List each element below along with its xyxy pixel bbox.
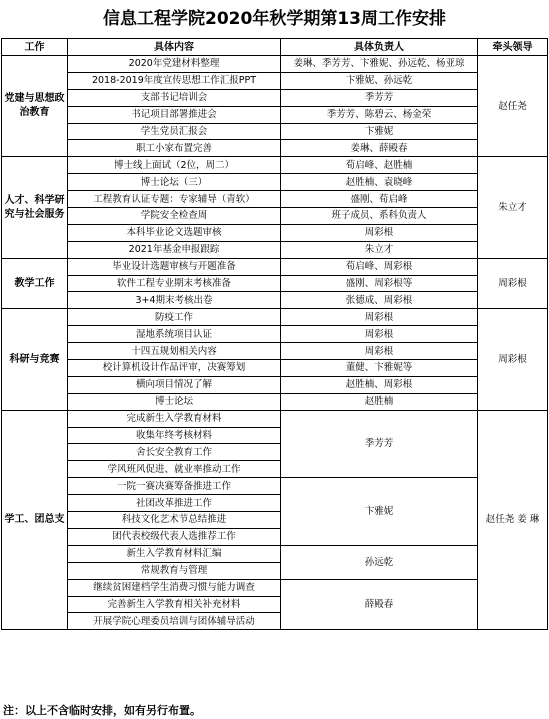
section-leader: 赵任尧 姜 琳 <box>478 410 548 630</box>
table-row <box>2 191 548 208</box>
task-content: 学院安全检查周 <box>68 208 281 225</box>
task-content: 校计算机设计作品评审，决赛筹划 <box>68 360 281 377</box>
page-title: 信息工程学院2020年秋学期第13周工作安排 <box>103 9 446 29</box>
task-person: 周彩根 <box>281 224 478 241</box>
task-content: 博士线上面试（2位，周二） <box>68 157 281 174</box>
task-content: 3+4期末考核出卷 <box>68 292 281 309</box>
task-person: 周彩根 <box>281 309 478 326</box>
task-content: 社团改革推进工作 <box>68 495 281 512</box>
table-row <box>2 106 548 123</box>
task-person: 班子成员、系科负责人 <box>281 208 478 225</box>
task-content: 支部书记培训会 <box>68 89 281 106</box>
table-row <box>2 241 548 258</box>
task-person: 孙远乾 <box>281 545 478 579</box>
section-leader: 赵任尧 <box>478 56 548 157</box>
task-person: 周彩根 <box>281 343 478 360</box>
task-person: 荀启峰、周彩根 <box>281 258 478 275</box>
task-content: 舍长安全教育工作 <box>68 444 281 461</box>
section-category: 学工、团总支 <box>2 410 68 630</box>
task-person: 周彩根 <box>281 326 478 343</box>
header-work: 工作 <box>2 39 68 56</box>
schedule-table <box>1 38 548 630</box>
task-content: 科技文化艺术节总结推进 <box>68 512 281 529</box>
task-person: 薛殿春 <box>281 579 478 630</box>
table-row <box>2 123 548 140</box>
task-content: 毕业设计选题审核与开题准备 <box>68 258 281 275</box>
table-row <box>2 72 548 89</box>
table-row <box>2 224 548 241</box>
table-row <box>2 157 548 174</box>
header-content: 具体内容 <box>68 39 281 56</box>
task-person: 盛刚、荀启峰 <box>281 191 478 208</box>
task-content: 一院一赛决赛筹备推进工作 <box>68 478 281 495</box>
table-row <box>2 360 548 377</box>
task-person: 季芳芳 <box>281 89 478 106</box>
task-person: 卞雅妮、孙远乾 <box>281 72 478 89</box>
task-content: 团代表校级代表人选推荐工作 <box>68 528 281 545</box>
table-row <box>2 393 548 410</box>
task-content: 博士论坛（三） <box>68 174 281 191</box>
section-category: 人才、科学研究与社会服务 <box>2 157 68 258</box>
task-person: 张德成、周彩根 <box>281 292 478 309</box>
task-content: 继续贫困建档学生消费习惯与能力调查 <box>68 579 281 596</box>
task-content: 湿地系统项目认证 <box>68 326 281 343</box>
table-row <box>2 292 548 309</box>
task-content: 十四五规划相关内容 <box>68 343 281 360</box>
task-person: 赵胜楠 <box>281 393 478 410</box>
task-person: 盛刚、周彩根等 <box>281 275 478 292</box>
task-content: 防疫工作 <box>68 309 281 326</box>
table-row <box>2 56 548 73</box>
section-category: 党建与思想政治教育 <box>2 56 68 157</box>
task-content: 2021年基金申报跟踪 <box>68 241 281 258</box>
section-category: 科研与竞赛 <box>2 309 68 410</box>
footnote: 注：以上不含临时安排，如有另行布置。 <box>3 704 201 717</box>
table-header-row <box>2 39 548 56</box>
table-row <box>2 309 548 326</box>
section-leader: 周彩根 <box>478 309 548 410</box>
table-row <box>2 174 548 191</box>
task-content: 学生党员汇报会 <box>68 123 281 140</box>
task-content: 学风班风促进、就业率推动工作 <box>68 461 281 478</box>
table-row <box>2 326 548 343</box>
task-content: 本科毕业论文选题审核 <box>68 224 281 241</box>
task-person: 董健、卞雅妮等 <box>281 360 478 377</box>
task-content: 横向项目情况了解 <box>68 376 281 393</box>
task-content: 2018-2019年度宣传思想工作汇报PPT <box>68 72 281 89</box>
table-row <box>2 410 548 427</box>
table-row <box>2 258 548 275</box>
table-row <box>2 545 548 562</box>
task-content: 2020年党建材料整理 <box>68 56 281 73</box>
table-row <box>2 275 548 292</box>
task-content: 书记项目部署推进会 <box>68 106 281 123</box>
section-category: 教学工作 <box>2 258 68 309</box>
task-person: 季芳芳 <box>281 410 478 478</box>
task-content: 常规教育与管理 <box>68 562 281 579</box>
task-person: 赵胜楠、袁晓峰 <box>281 174 478 191</box>
task-content: 收集年终考核材料 <box>68 427 281 444</box>
task-person: 荀启峰、赵胜楠 <box>281 157 478 174</box>
table-row <box>2 579 548 596</box>
task-person: 季芳芳、陈碧云、杨金荣 <box>281 106 478 123</box>
task-content: 职工小家布置完善 <box>68 140 281 157</box>
task-person: 卞雅妮 <box>281 478 478 546</box>
table-row <box>2 343 548 360</box>
task-content: 完成新生入学教育材料 <box>68 410 281 427</box>
task-content: 工程教育认证专题：专家辅导（青软） <box>68 191 281 208</box>
task-content: 博士论坛 <box>68 393 281 410</box>
header-leader: 牵头领导 <box>478 39 548 56</box>
section-leader: 周彩根 <box>478 258 548 309</box>
table-row <box>2 376 548 393</box>
header-person: 具体负责人 <box>281 39 478 56</box>
table-row <box>2 478 548 495</box>
task-content: 开展学院心理委员培训与团体辅导活动 <box>68 613 281 630</box>
task-content: 新生入学教育材料汇编 <box>68 545 281 562</box>
table-row <box>2 140 548 157</box>
section-leader: 朱立才 <box>478 157 548 258</box>
table-row <box>2 208 548 225</box>
task-content: 软件工程专业期末考核准备 <box>68 275 281 292</box>
task-person: 赵胜楠、周彩根 <box>281 376 478 393</box>
task-person: 姜琳、季芳芳、卞雅妮、孙远乾、杨亚琼 <box>281 56 478 73</box>
table-row <box>2 89 548 106</box>
task-person: 朱立才 <box>281 241 478 258</box>
task-person: 卞雅妮 <box>281 123 478 140</box>
task-content: 完善新生入学教育相关补充材料 <box>68 596 281 613</box>
task-person: 姜琳、薛殿春 <box>281 140 478 157</box>
